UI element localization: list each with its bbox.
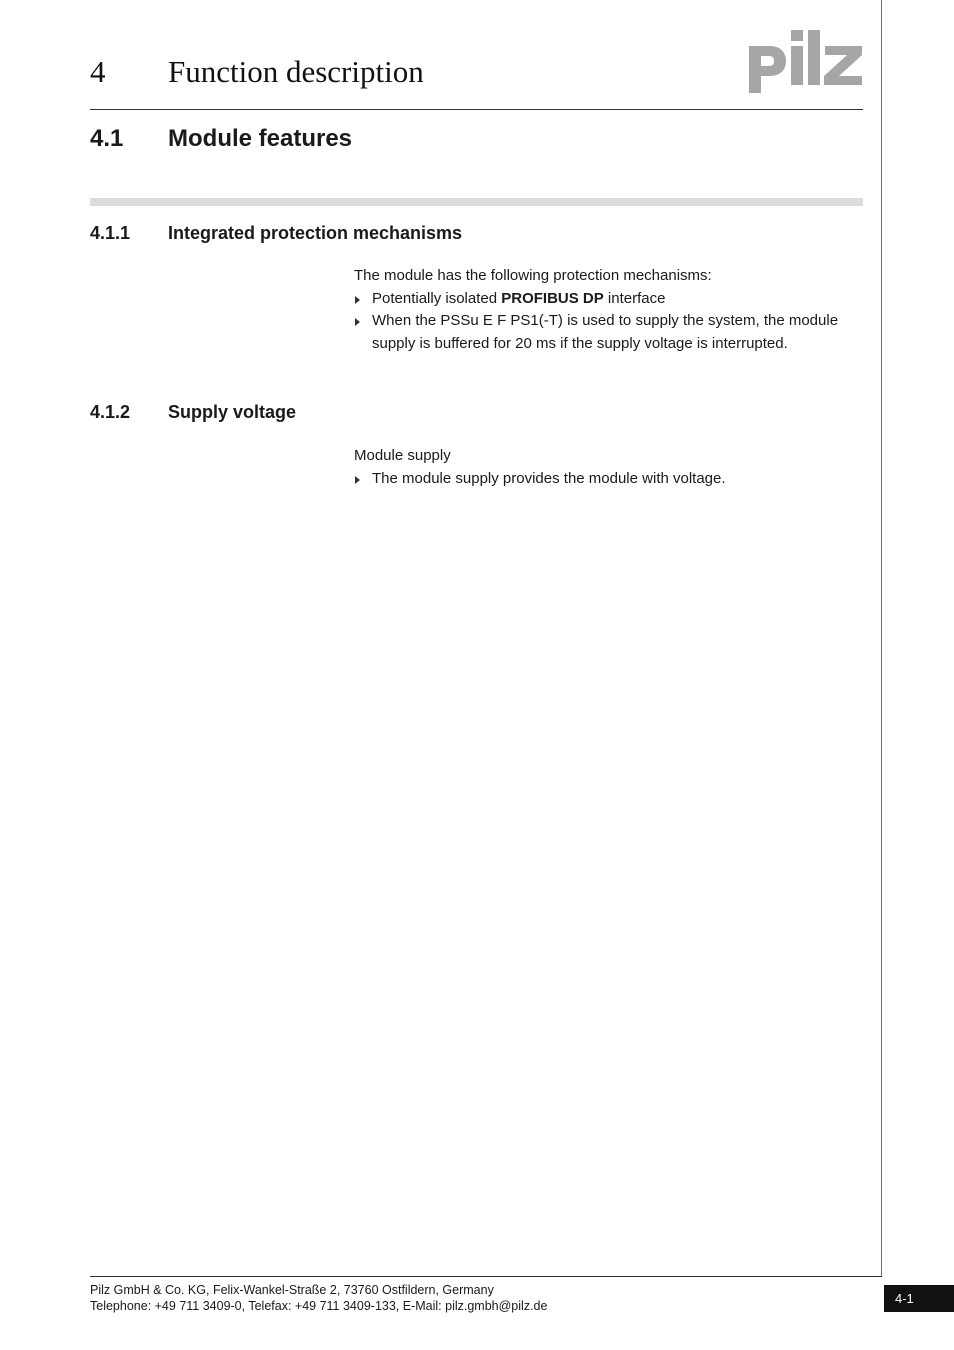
right-margin-rule bbox=[881, 0, 882, 1276]
list-item: When the PSSu E F PS1(-T) is used to supply the system, the module supply is buffered for 20 ms if the supply voltage is interrupted. bbox=[354, 310, 864, 355]
section-number: 4.1 bbox=[90, 125, 124, 152]
subsection-number: 4.1.1 bbox=[90, 223, 131, 243]
profibus-term: PROFIBUS DP bbox=[501, 289, 604, 307]
supply-intro: Module supply bbox=[354, 447, 451, 464]
footer-line-contact: Telephone: +49 711 3409-0, Telefax: +49 711 3409-133, E-Mail: pilz.gmbh@pilz.de bbox=[90, 1299, 548, 1313]
protection-list bbox=[354, 288, 864, 356]
header-rule bbox=[90, 109, 863, 110]
section-divider-bar bbox=[90, 198, 863, 206]
footer-rule bbox=[90, 1276, 882, 1277]
subsection-heading-supply bbox=[90, 401, 790, 425]
subsection-heading-protection bbox=[90, 222, 790, 246]
section-title: Module features bbox=[168, 125, 353, 152]
chapter-heading bbox=[90, 52, 730, 96]
supply-list bbox=[354, 468, 864, 491]
pilz-logo bbox=[746, 26, 864, 94]
bullet-triangle-icon bbox=[355, 318, 360, 326]
protection-intro: The module has the following protection mechanisms: bbox=[354, 267, 712, 284]
chapter-number: 4 bbox=[90, 54, 106, 89]
chapter-title: Function description bbox=[168, 54, 424, 89]
list-item: Potentially isolated PROFIBUS DP interface bbox=[354, 288, 864, 311]
protection-body bbox=[354, 265, 864, 355]
subsection-number: 4.1.2 bbox=[90, 402, 131, 422]
section-heading bbox=[90, 124, 790, 156]
footer-line-address: Pilz GmbH & Co. KG, Felix-Wankel-Straße 2, 73760 Ostfildern, Germany bbox=[90, 1283, 494, 1297]
page-number-tab bbox=[884, 1285, 954, 1312]
supply-body bbox=[354, 445, 864, 490]
footer-address bbox=[90, 1282, 850, 1314]
list-item: The module supply provides the module with voltage. bbox=[354, 468, 864, 491]
bullet-triangle-icon bbox=[355, 296, 360, 304]
bullet-triangle-icon bbox=[355, 476, 360, 484]
subsection-title: Supply voltage bbox=[168, 402, 297, 422]
page-number: 4-1 bbox=[895, 1291, 914, 1306]
subsection-title: Integrated protection mechanisms bbox=[168, 223, 463, 243]
